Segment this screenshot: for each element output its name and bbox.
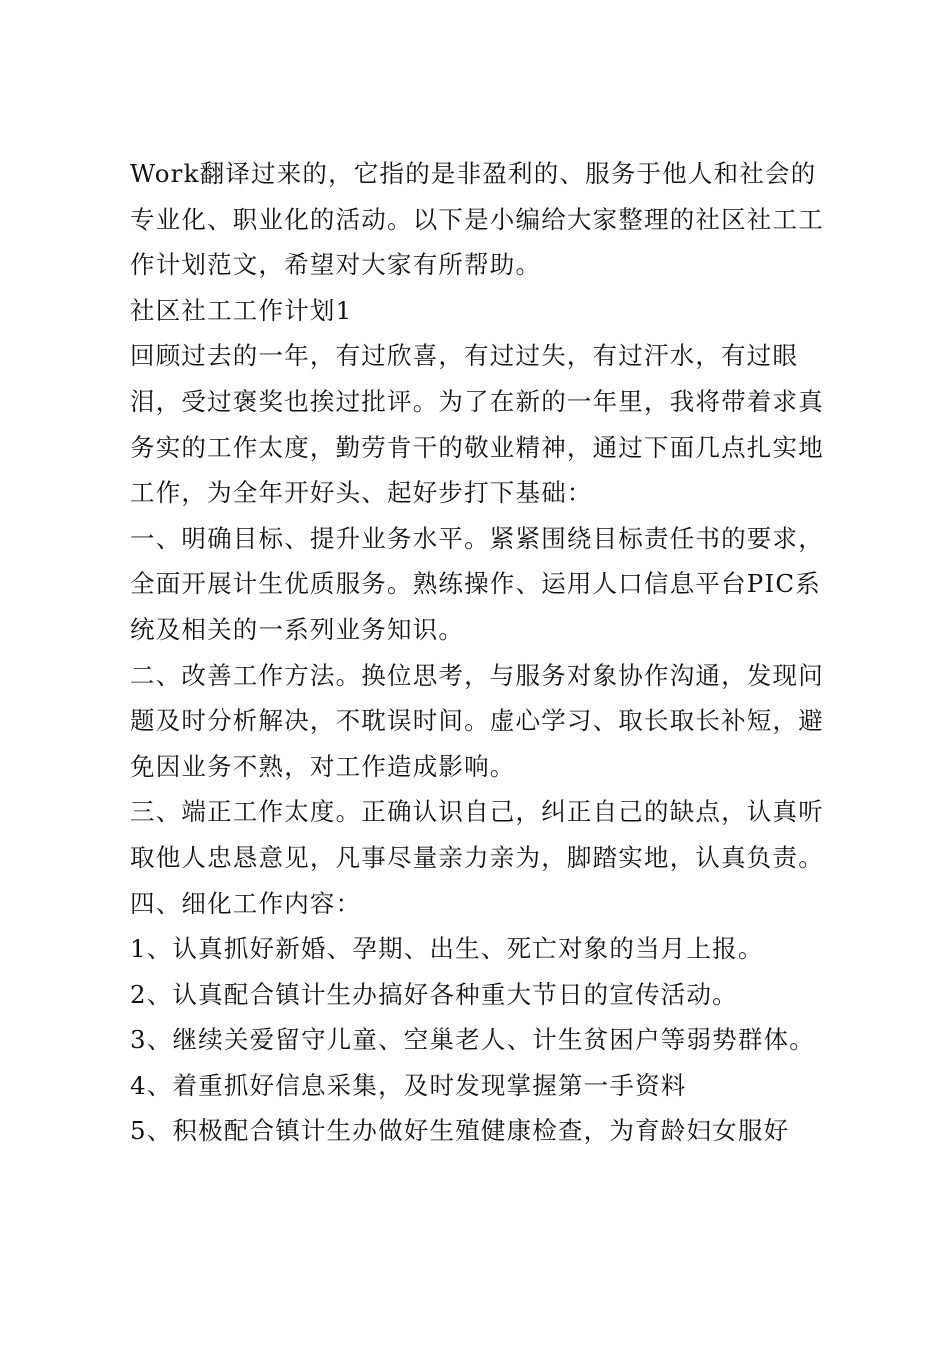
paragraph-line: 务实的工作太度，勤劳肯干的敬业精神，通过下面几点扎实地 bbox=[130, 432, 824, 462]
section-title: 社区社工工作计划1 bbox=[130, 295, 353, 325]
intro-line-3: 作计划范文，希望对大家有所帮助。 bbox=[130, 250, 542, 280]
document-body bbox=[130, 151, 830, 1154]
point-two-line: 二、改善工作方法。换位思考，与服务对象协作沟通，发现问 bbox=[130, 660, 824, 690]
paragraph-line: 回顾过去的一年，有过欣喜，有过过失，有过汗水，有过眼 bbox=[130, 341, 799, 371]
point-one-line: 全面开展计生优质服务。熟练操作、运用人口信息平台PIC系 bbox=[130, 569, 822, 599]
paragraph-line: 工作，为全年开好头、起好步打下基础： bbox=[130, 478, 593, 508]
point-one-line: 一、明确目标、提升业务水平。紧紧围绕目标责任书的要求， bbox=[130, 523, 824, 553]
point-two-line: 免因业务不熟，对工作造成影响。 bbox=[130, 751, 516, 781]
list-item: 3、继续关爱留守儿童、空巢老人、计生贫困户等弱势群体。 bbox=[130, 1025, 815, 1055]
list-item: 5、积极配合镇计生办做好生殖健康检查，为育龄妇女服好 bbox=[130, 1116, 790, 1146]
intro-line-1: Work翻译过来的，它指的是非盈利的、服务于他人和社会的 bbox=[130, 159, 817, 188]
paragraph-line: 泪，受过褒奖也挨过批评。为了在新的一年里，我将带着求真 bbox=[130, 386, 824, 416]
point-four-heading: 四、细化工作内容： bbox=[130, 888, 362, 918]
intro-line-2: 专业化、职业化的活动。以下是小编给大家整理的社区社工工 bbox=[130, 204, 824, 234]
point-three-line: 三、端正工作太度。正确认识自己，纠正自己的缺点，认真听 bbox=[130, 797, 824, 827]
point-one-line: 统及相关的一系列业务知识。 bbox=[130, 614, 465, 644]
list-item: 1、认真抓好新婚、孕期、出生、死亡对象的当月上报。 bbox=[130, 934, 764, 964]
point-two-line: 题及时分析解决，不耽误时间。虚心学习、取长取长补短，避 bbox=[130, 706, 824, 736]
point-three-line: 取他人忠恳意见，凡事尽量亲力亲为，脚踏实地，认真负责。 bbox=[130, 842, 824, 872]
list-item: 2、认真配合镇计生办搞好各种重大节日的宣传活动。 bbox=[130, 979, 738, 1009]
list-item: 4、着重抓好信息采集，及时发现掌握第一手资料 bbox=[130, 1070, 687, 1100]
